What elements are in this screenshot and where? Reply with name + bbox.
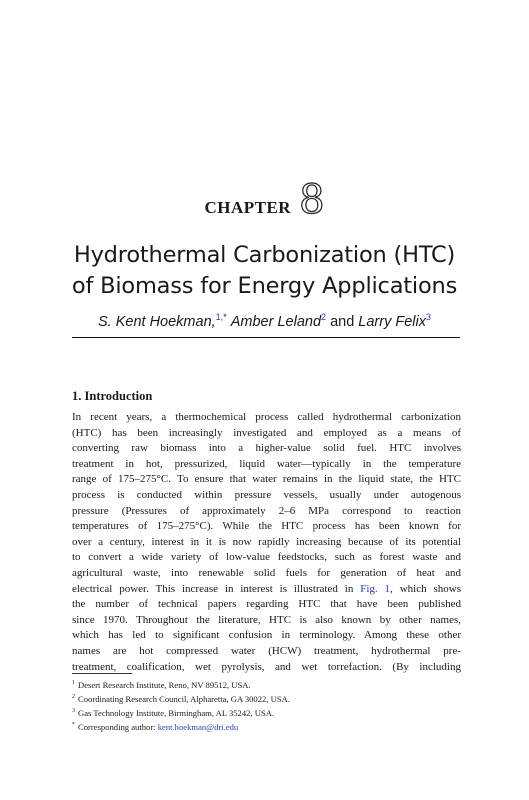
footnote-mark: 2 <box>72 693 75 700</box>
chapter-number: 8 <box>299 177 325 223</box>
body-line: the number of technical papers regarding HTC that have been published <box>72 598 461 611</box>
body-line: which has led to significant confusion in terminology. Among these other <box>72 629 461 642</box>
footnote-divider <box>72 673 132 674</box>
footnote-1 <box>72 677 461 691</box>
footnote-text: Gas Technology Institute, Birmingham, AL 35242, USA. <box>78 707 275 718</box>
footnote-text: Corresponding author: <box>78 721 158 732</box>
footnote-text: Coordinating Research Council, Alpharetta, GA 30022, USA. <box>78 693 290 704</box>
title-line-1: Hydrothermal Carbonization (HTC) <box>73 242 456 268</box>
figure-link[interactable]: Fig. 1 <box>360 582 391 595</box>
body-line: to convert a wide variety of low-value feedstocks, such as forest waste and <box>72 551 461 564</box>
footnote-mark: 3 <box>72 707 75 714</box>
body-line: converting raw biomass into a higher-value solid fuel. HTC involves <box>72 442 461 455</box>
body-line: treatment in hot, pressurized, liquid water—typically in the temperature <box>72 457 461 470</box>
chapter-word: CHAPTER <box>204 198 292 217</box>
title-line-2: of Biomass for Energy Applications <box>71 273 458 299</box>
author-1-affil-number[interactable]: 1, <box>215 312 224 322</box>
author-1: S. Kent Hoekman, <box>98 313 216 330</box>
footnotes <box>72 677 461 732</box>
body-line: since 1970. Throughout the literature, HTC is also known by other names, <box>72 613 461 626</box>
body-line-with-link <box>72 582 461 598</box>
author-2: Amber Leland <box>230 313 322 330</box>
chapter-title <box>40 240 489 302</box>
author-2-affil[interactable]: 2 <box>321 312 327 322</box>
body-line: In recent years, a thermochemical process called hydrothermal carbonization <box>72 411 461 423</box>
body-line: (HTC) has been increasingly investigated and employed as a means of <box>72 426 461 439</box>
footnote-text: Desert Research Institute, Reno, NV 89512, USA. <box>78 679 251 690</box>
author-line <box>40 312 489 330</box>
line-text: electrical power. This increase in interest is illustrated in <box>72 582 361 595</box>
body-line: temperatures of 175–275°C). While the HTC process has been known for <box>72 520 461 533</box>
footnote-4 <box>72 719 461 733</box>
section-heading: 1. Introduction <box>72 389 153 403</box>
body-line: process is conducted within pressure vessels, usually under autogenous <box>72 488 461 501</box>
body-line: treatment, coalification, wet pyrolysis, and wet torrefaction. (By including <box>72 660 461 673</box>
body-line: range of 175–275°C. To ensure that water remains in the liquid state, the HTC <box>72 473 461 486</box>
footnote-mark: * <box>72 721 75 728</box>
author-1-star[interactable]: * <box>223 312 227 322</box>
title-divider <box>72 337 460 338</box>
footnote-mark: 1 <box>72 680 75 686</box>
body-line: names are hot compressed water (HCW) treatment, hydrothermal pre- <box>72 644 461 657</box>
line-text: , which shows <box>390 582 461 595</box>
email-link[interactable]: kent.hoekman@dri.edu <box>157 721 239 732</box>
author-and: and <box>330 313 355 330</box>
body-line: over a century, interest in it is now rapidly increasing because of its potential <box>72 535 461 548</box>
footnote-3 <box>72 705 461 719</box>
chapter-heading <box>0 177 529 230</box>
author-1-affil[interactable] <box>216 312 227 322</box>
body-paragraph <box>72 410 461 675</box>
body-line: pressure (Pressures of approximately 2–6 MPa correspond to reaction <box>72 504 461 517</box>
author-3: Larry Felix <box>358 313 426 330</box>
author-3-affil[interactable]: 3 <box>425 312 431 322</box>
body-line: agricultural waste, into renewable solid fuels for generation of heat and <box>72 566 461 579</box>
footnote-2 <box>72 691 461 705</box>
